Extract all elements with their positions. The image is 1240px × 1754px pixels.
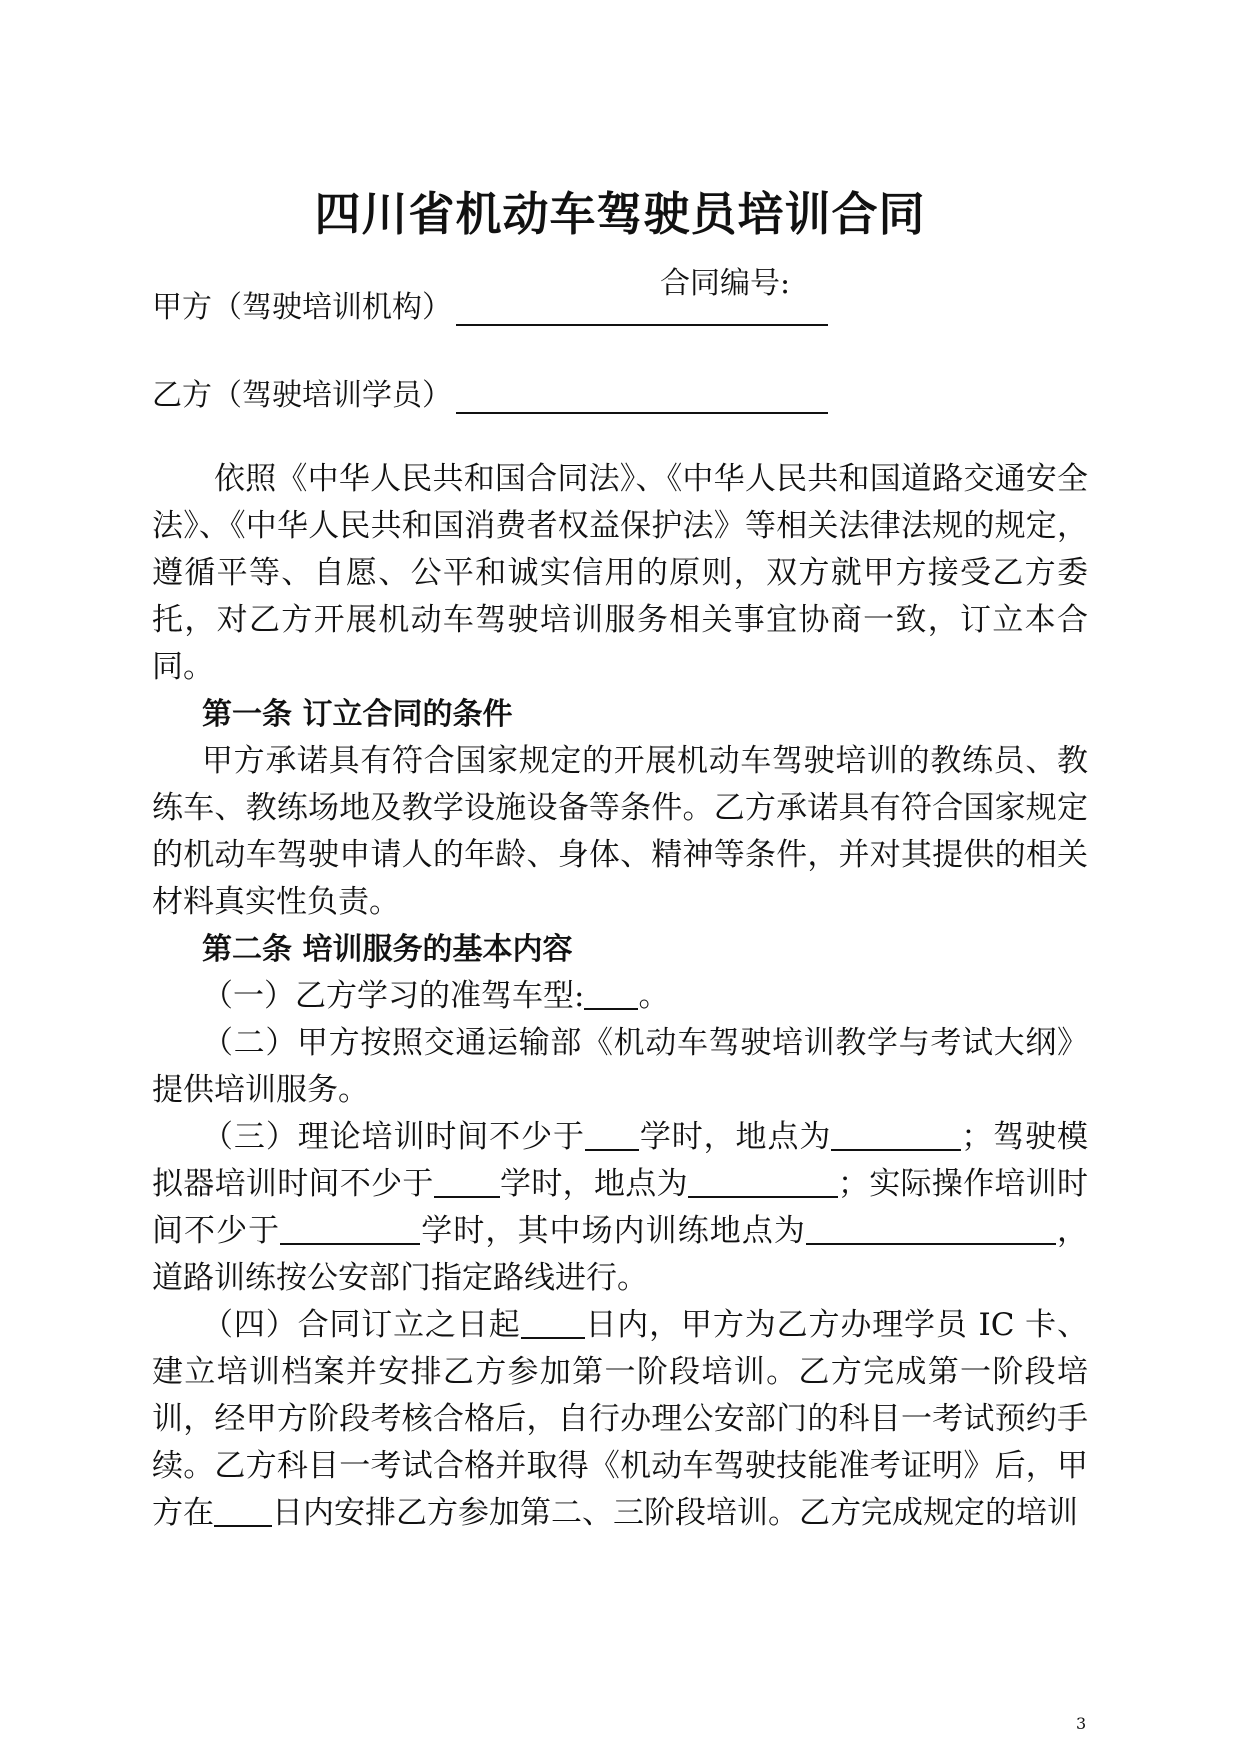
party-a-blank[interactable]	[456, 294, 828, 326]
field-training-location-blank[interactable]	[806, 1213, 1056, 1245]
article-2-item-4	[152, 1302, 1088, 1537]
item-3-text-6: 学时，其中场内训练地点为	[420, 1213, 806, 1249]
item-4-text-2: 日内，甲方为乙方办理学员 IC 卡、建立培训档案并安排乙方参加第一阶段培训。乙方完成第一阶段培训，经甲方阶段考核合格后，自行办理公安部门的科目一考试预约手续。乙方科目一考试合格并取得《机动车驾驶技能准考证明》后，甲方在	[152, 1307, 1089, 1531]
article-1-text: 甲方承诺具有符合国家规定的开展机动车驾驶培训的教练员、教练车、教练场地及教学设施设备等条件。乙方承诺具有符合国家规定的机动车驾驶申请人的年龄、身体、精神等条件，并对其提供的相关材料真实性负责。	[152, 743, 1088, 920]
page-number: 3	[1076, 1714, 1087, 1733]
party-b-row	[152, 370, 828, 414]
party-b-blank[interactable]	[456, 382, 828, 414]
preamble-paragraph: 依照《中华人民共和国合同法》、《中华人民共和国道路交通安全法》、《中华人民共和国消费者权益保护法》等相关法律法规的规定，遵循平等、自愿、公平和诚实信用的原则，双方就甲方接受乙方委托，对乙方开展机动车驾驶培训服务相关事宜协商一致，订立本合同。	[152, 461, 1088, 685]
item-3-text-3: ；驾驶模拟器培训时间不少于	[152, 1119, 1089, 1202]
contract-number-label: 合同编号:	[660, 266, 791, 301]
theory-hours-blank[interactable]	[585, 1119, 639, 1151]
article-2-item-3	[152, 1114, 1088, 1302]
article-2-item-1	[152, 973, 1088, 1020]
article-2-item-2: （二）甲方按照交通运输部《机动车驾驶培训教学与考试大纲》提供培训服务。	[152, 1025, 1088, 1108]
practical-hours-blank[interactable]	[280, 1213, 420, 1245]
party-b-label: 乙方（驾驶培训学员）	[152, 378, 452, 413]
simulator-location-blank[interactable]	[688, 1166, 838, 1198]
vehicle-class-blank[interactable]	[584, 978, 638, 1010]
days-to-start-blank[interactable]	[521, 1307, 585, 1339]
document-title: 四川省机动车驾驶员培训合同	[314, 187, 926, 241]
item-3-text-7: ，道路训练按公安部门指定路线进行。	[152, 1213, 1089, 1296]
item-4-text-3: 日内安排乙方参加第二、三阶段培训。乙方完成规定的培训	[272, 1495, 1078, 1531]
party-a-label: 甲方（驾驶培训机构）	[152, 290, 452, 325]
item-1-text: （一）乙方学习的准驾车型:	[202, 978, 585, 1014]
item-1-end: 。	[638, 978, 670, 1014]
article-1-heading: 第一条 订立合同的条件	[202, 697, 513, 732]
theory-location-blank[interactable]	[831, 1119, 961, 1151]
item-3-text-1: （三）理论培训时间不少于	[202, 1119, 585, 1155]
contract-body	[152, 456, 1088, 1537]
item-3-text-4: 学时，地点为	[499, 1166, 688, 1202]
item-3-text-2: 学时，地点为	[638, 1119, 832, 1155]
item-4-text-1: （四）合同订立之日起	[202, 1307, 521, 1343]
party-a-row	[152, 282, 828, 326]
item-3-text-5: ；实际操作培训时间不少于	[152, 1166, 1089, 1249]
simulator-hours-blank[interactable]	[434, 1166, 500, 1198]
article-2-heading: 第二条 培训服务的基本内容	[202, 932, 573, 967]
days-to-second-stage-blank[interactable]	[214, 1495, 272, 1527]
